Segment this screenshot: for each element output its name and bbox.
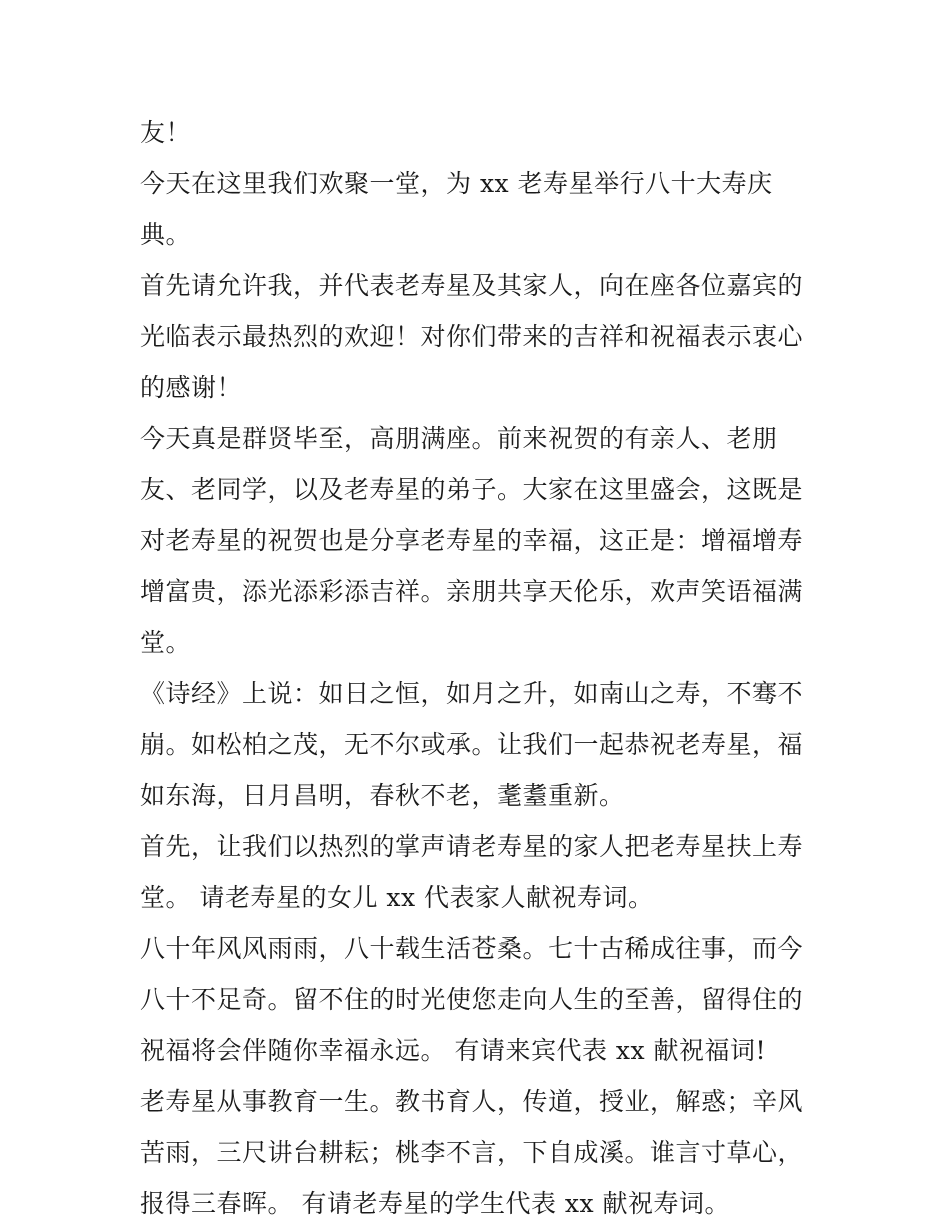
document-body [140, 107, 820, 1229]
paragraph-education: 老寿星从事教育一生。教书育人，传道，授业，解惑；辛风苦雨，三尺讲台耕耘；桃李不言，下自成溪。谁言寸草心，报得三春晖。 有请老寿星的学生代表 xx 献祝寿词。 [140, 1087, 804, 1218]
paragraph-eighty-years: 八十年风风雨雨，八十载生活苍桑。七十古稀成往事，而今八十不足奇。留不住的时光使您走向人生的至善，留得住的祝福将会伴随你幸福永远。 有请来宾代表 xx 献祝福词! [140, 934, 804, 1065]
paragraph-greeting-end: 友！ [140, 118, 192, 147]
paragraph-guests: 今天真是群贤毕至，高朋满座。前来祝贺的有亲人、老朋友、老同学，以及老寿星的弟子。大家在这里盛会，这既是对老寿星的祝贺也是分享老寿星的幸福，这正是：增福增寿增富贵，添光添彩添吉祥。亲朋共享天伦乐，欢声笑语福满堂。 [140, 424, 804, 657]
paragraph-family-speech: 首先，让我们以热烈的掌声请老寿星的家人把老寿星扶上寿堂。 请老寿星的女儿 xx 代表家人献祝寿词。 [140, 832, 804, 912]
paragraph-shijing: 《诗经》上说：如日之恒，如月之升，如南山之寿，不骞不崩。如松柏之茂，无不尔或承。让我们一起恭祝老寿星，福如东海，日月昌明，春秋不老，耄耋重新。 [140, 679, 804, 810]
paragraph-gathering: 今天在这里我们欢聚一堂，为 xx 老寿星举行八十大寿庆典。 [140, 169, 773, 249]
paragraph-welcome: 首先请允许我，并代表老寿星及其家人，向在座各位嘉宾的光临表示最热烈的欢迎！对你们带来的吉祥和祝福表示衷心的感谢！ [140, 271, 804, 402]
